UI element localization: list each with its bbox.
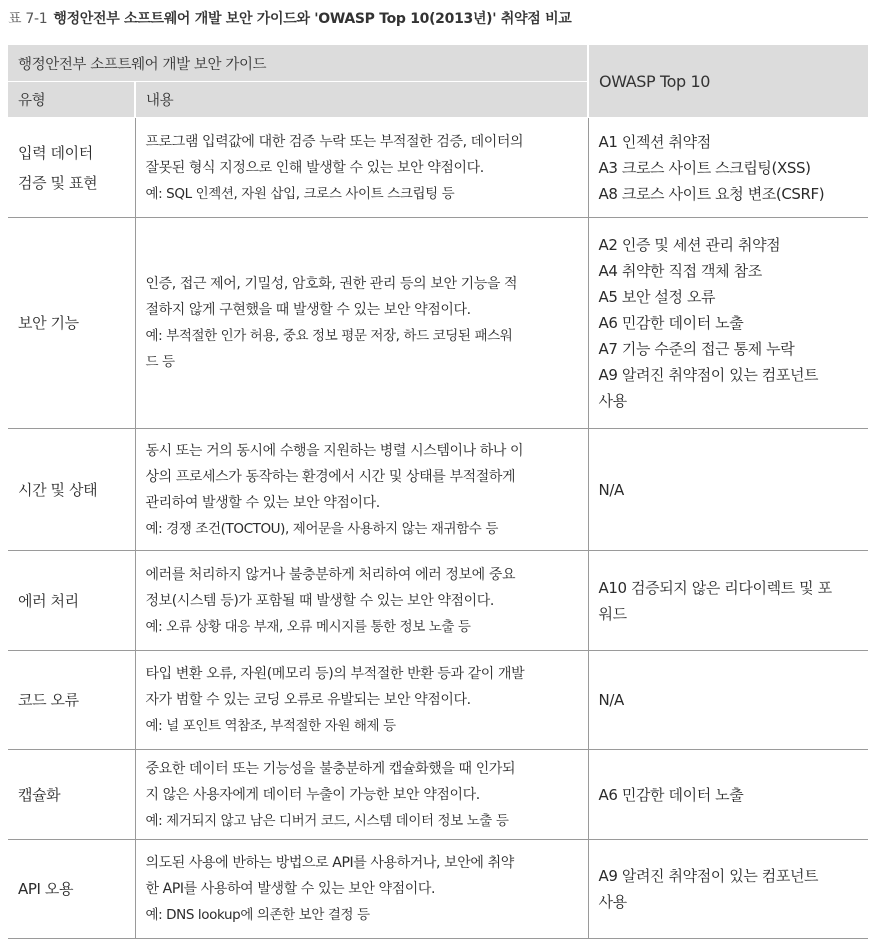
type-cell-line: 검증 및 표현 — [18, 173, 98, 192]
owasp-cell — [588, 651, 868, 750]
type-cell — [8, 551, 135, 651]
description-cell-line: 인증, 접근 제어, 기밀성, 암호화, 권한 관리 등의 보안 기능을 적 — [145, 276, 518, 292]
table-row — [8, 840, 868, 939]
owasp-cell — [588, 840, 868, 939]
description-cell-line: 관리하여 발생할 수 있는 보안 약점이다. — [145, 494, 380, 511]
owasp-cell — [588, 750, 868, 840]
type-cell — [8, 218, 135, 429]
table-number: 표 7-1 — [8, 11, 48, 27]
type-cell — [8, 750, 135, 840]
table-row — [8, 551, 868, 651]
type-cell-line: 시간 및 상태 — [18, 480, 98, 499]
description-cell-line: 드 등 — [145, 354, 175, 370]
type-cell — [8, 429, 135, 551]
description-cell — [135, 651, 588, 750]
owasp-cell-line: A9 알려진 취약점이 있는 컴포넌트 — [598, 366, 819, 384]
owasp-cell — [588, 118, 868, 218]
owasp-cell-line: N/A — [598, 691, 624, 709]
owasp-header: OWASP Top 10 — [588, 45, 868, 118]
owasp-cell-line: A8 크로스 사이트 요청 변조(CSRF) — [598, 184, 825, 203]
table-row — [8, 651, 868, 750]
type-header: 유형 — [8, 82, 135, 118]
description-cell-line: 예: 부적절한 인가 허용, 중요 정보 평문 저장, 하드 코딩된 패스워 — [145, 328, 513, 344]
owasp-cell-line: A1 인젝션 취약점 — [598, 132, 711, 151]
type-cell-line: API 오용 — [18, 880, 74, 898]
description-cell-line: 절하지 않게 구현했을 때 발생할 수 있는 보안 약점이다. — [145, 302, 471, 318]
table-row — [8, 218, 868, 429]
description-cell-line: 자가 범할 수 있는 코딩 오류로 유발되는 보안 약점이다. — [145, 692, 471, 708]
type-cell — [8, 118, 135, 218]
type-cell-line: 캡슐화 — [18, 785, 61, 804]
owasp-cell-line: 사용 — [598, 893, 627, 911]
table-row — [8, 118, 868, 218]
table-row — [8, 750, 868, 840]
comparison-table — [8, 45, 868, 939]
description-cell-line: 프로그램 입력값에 대한 검증 누락 또는 부적절한 검증, 데이터의 — [145, 133, 524, 150]
owasp-cell-line: A10 검증되지 않은 리다이렉트 및 포 — [598, 578, 832, 597]
owasp-cell-line: A3 크로스 사이트 스크립팅(XSS) — [598, 158, 811, 177]
table-row — [8, 429, 868, 551]
description-cell-line: 예: DNS lookup에 의존한 보안 결정 등 — [145, 907, 370, 923]
description-cell — [135, 840, 588, 939]
description-cell-line: 의도된 사용에 반하는 방법으로 API를 사용하거나, 보안에 취약 — [145, 855, 514, 871]
description-cell-line: 예: SQL 인젝션, 자원 삽입, 크로스 사이트 스크립팅 등 — [145, 185, 455, 202]
owasp-cell — [588, 429, 868, 551]
type-cell — [8, 651, 135, 750]
description-cell-line: 정보(시스템 등)가 포함될 때 발생할 수 있는 보안 약점이다. — [145, 592, 494, 609]
owasp-cell-line: A7 기능 수준의 접근 통제 누락 — [598, 340, 795, 358]
description-cell-line: 잘못된 형식 지정으로 인해 발생할 수 있는 보안 약점이다. — [145, 159, 484, 176]
owasp-cell-line: A9 알려진 취약점이 있는 컴포넌트 — [598, 867, 819, 885]
table-caption — [8, 8, 572, 28]
description-cell — [135, 429, 588, 551]
description-cell-line: 예: 제거되지 않고 남은 디버거 코드, 시스템 데이터 정보 노출 등 — [145, 812, 509, 829]
description-cell — [135, 218, 588, 429]
description-cell-line: 중요한 데이터 또는 기능성을 불충분하게 캡슐화했을 때 인가되 — [145, 760, 516, 777]
description-cell — [135, 750, 588, 840]
description-cell-line: 예: 오류 상황 대응 부재, 오류 메시지를 통한 정보 노출 등 — [145, 618, 471, 635]
type-cell-line: 에러 처리 — [18, 591, 79, 610]
type-cell — [8, 840, 135, 939]
type-cell-line: 보안 기능 — [18, 314, 79, 332]
description-cell-line: 한 API를 사용하여 발생할 수 있는 보안 약점이다. — [145, 881, 436, 897]
description-cell — [135, 118, 588, 218]
owasp-cell-line: 워드 — [598, 604, 627, 623]
table-title: 행정안전부 소프트웨어 개발 보안 가이드와 'OWASP Top 10(2013년)' 취약점 비교 — [53, 11, 572, 27]
owasp-cell-line: A5 보안 설정 오류 — [598, 288, 716, 306]
content-header: 내용 — [135, 82, 588, 118]
description-cell-line: 예: 경쟁 조건(TOCTOU), 제어문을 사용하지 않는 재귀함수 등 — [145, 520, 498, 537]
type-cell-line: 코드 오류 — [18, 691, 79, 709]
owasp-cell-line: A2 인증 및 세션 관리 취약점 — [598, 236, 781, 254]
description-cell — [135, 551, 588, 651]
description-cell-line: 타입 변환 오류, 자원(메모리 등)의 부적절한 반환 등과 같이 개발 — [145, 666, 525, 682]
type-cell-line: 입력 데이터 — [18, 143, 93, 162]
owasp-cell-line: 사용 — [598, 392, 627, 410]
owasp-cell-line: A6 민감한 데이터 노출 — [598, 314, 744, 332]
owasp-cell — [588, 551, 868, 651]
description-cell-line: 지 않은 사용자에게 데이터 누출이 가능한 보안 약점이다. — [145, 786, 480, 803]
description-cell-line: 상의 프로세스가 동작하는 환경에서 시간 및 상태를 부적절하게 — [145, 468, 516, 485]
description-cell-line: 동시 또는 거의 동시에 수행을 지원하는 병렬 시스템이나 하나 이 — [145, 442, 524, 459]
description-cell-line: 에러를 처리하지 않거나 불충분하게 처리하여 에러 정보에 중요 — [145, 566, 516, 583]
description-cell-line: 예: 널 포인트 역참조, 부적절한 자원 해제 등 — [145, 718, 396, 734]
group-header: 행정안전부 소프트웨어 개발 보안 가이드 — [8, 45, 588, 82]
owasp-cell-line: A4 취약한 직접 객체 참조 — [598, 262, 762, 280]
owasp-cell — [588, 218, 868, 429]
owasp-cell-line: A6 민감한 데이터 노출 — [598, 785, 744, 804]
owasp-cell-line: N/A — [598, 480, 624, 499]
